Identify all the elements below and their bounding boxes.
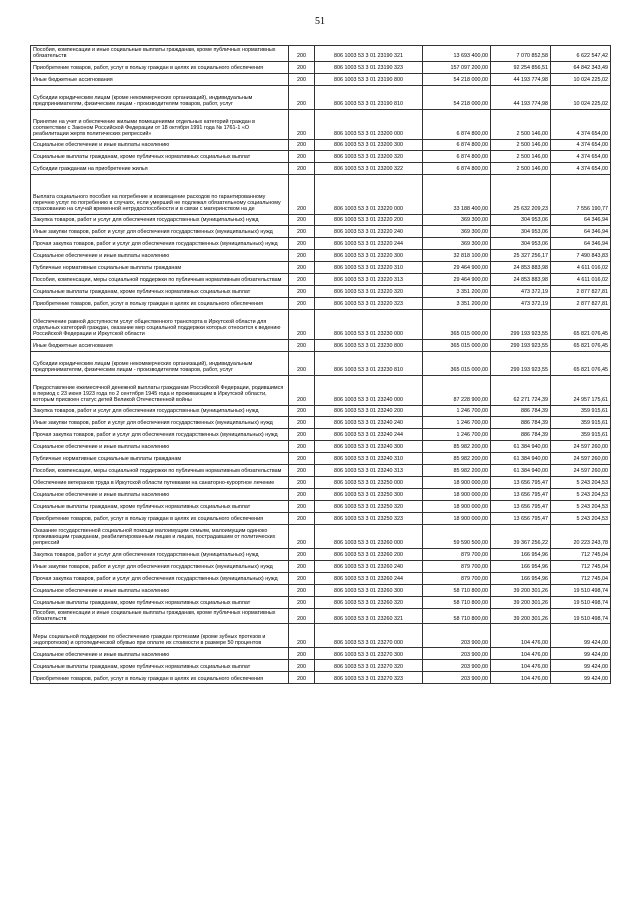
row-approved-amount: 157 097 200,00 [423, 61, 491, 73]
row-code: 200 [289, 416, 315, 428]
row-approved-amount: 203 900,00 [423, 624, 491, 648]
row-classification-code: 806 1003 53 3 01 23250 323 [315, 512, 423, 524]
row-code: 200 [289, 162, 315, 174]
row-approved-amount: 879 700,00 [423, 572, 491, 584]
row-code: 200 [289, 214, 315, 225]
table-row [31, 524, 611, 548]
row-unexecuted-amount: 4 374 654,00 [551, 109, 611, 139]
row-classification-code: 806 1003 53 3 01 23190 323 [315, 61, 423, 73]
row-name: Оказание государственной социальной помощи малоимущим семьям, малоимущим одиноко проживающим гражданам, реабилитированным лицам и лицам, пострадавшим от политических репрессий [31, 524, 289, 548]
row-code: 200 [289, 560, 315, 572]
row-classification-code: 806 1003 53 3 01 23240 310 [315, 452, 423, 464]
row-approved-amount: 18 900 000,00 [423, 476, 491, 488]
row-executed-amount: 92 254 856,51 [491, 61, 551, 73]
row-executed-amount: 886 784,39 [491, 416, 551, 428]
row-code: 200 [289, 375, 315, 405]
row-approved-amount: 369 300,00 [423, 214, 491, 225]
row-executed-amount: 25 632 209,23 [491, 174, 551, 214]
row-classification-code: 806 1003 53 3 01 23240 244 [315, 428, 423, 440]
row-executed-amount: 25 327 256,17 [491, 249, 551, 261]
table-row [31, 548, 611, 560]
row-name: Социальное обеспечение и иные выплаты населению [31, 584, 289, 596]
row-code: 200 [289, 73, 315, 85]
row-unexecuted-amount: 19 510 498,74 [551, 596, 611, 608]
row-unexecuted-amount: 5 243 204,53 [551, 512, 611, 524]
row-approved-amount: 29 464 900,00 [423, 261, 491, 273]
row-code: 200 [289, 285, 315, 297]
table-row [31, 225, 611, 237]
budget-table-body [31, 46, 611, 684]
row-classification-code: 806 1003 53 3 01 23190 321 [315, 46, 423, 62]
table-row [31, 162, 611, 174]
table-row [31, 648, 611, 660]
row-approved-amount: 59 590 500,00 [423, 524, 491, 548]
row-code: 200 [289, 572, 315, 584]
row-approved-amount: 18 900 000,00 [423, 500, 491, 512]
table-row [31, 273, 611, 285]
row-classification-code: 806 1003 53 3 01 23250 000 [315, 476, 423, 488]
row-unexecuted-amount: 24 597 260,00 [551, 440, 611, 452]
table-row [31, 428, 611, 440]
row-code: 200 [289, 672, 315, 684]
row-classification-code: 806 1003 53 3 01 23240 240 [315, 416, 423, 428]
row-executed-amount: 39 200 301,26 [491, 608, 551, 624]
row-name: Социальное обеспечение и иные выплаты населению [31, 488, 289, 500]
row-code: 200 [289, 648, 315, 660]
row-approved-amount: 58 710 800,00 [423, 584, 491, 596]
row-code: 200 [289, 512, 315, 524]
table-row [31, 375, 611, 405]
row-name: Социальные выплаты гражданам, кроме публичных нормативных социальных выплат [31, 660, 289, 672]
row-unexecuted-amount: 99 424,00 [551, 648, 611, 660]
table-row [31, 440, 611, 452]
row-approved-amount: 1 246 700,00 [423, 405, 491, 416]
row-name: Обеспечение равной доступности услуг общественного транспорта в Иркутской области для отдельных категорий граждан, оказание мер социальной поддержки которых относится к ведению Российской Федерации и Иркутской области [31, 309, 289, 339]
row-unexecuted-amount: 19 510 498,74 [551, 584, 611, 596]
row-executed-amount: 39 200 301,26 [491, 584, 551, 596]
row-code: 200 [289, 249, 315, 261]
row-classification-code: 806 1003 53 3 01 23260 321 [315, 608, 423, 624]
row-executed-amount: 299 193 923,55 [491, 351, 551, 375]
row-unexecuted-amount: 64 346,94 [551, 237, 611, 249]
row-executed-amount: 61 384 940,00 [491, 452, 551, 464]
row-unexecuted-amount: 359 915,61 [551, 428, 611, 440]
row-classification-code: 806 1003 53 3 01 23220 310 [315, 261, 423, 273]
row-approved-amount: 369 300,00 [423, 237, 491, 249]
row-unexecuted-amount: 4 611 016,02 [551, 261, 611, 273]
row-executed-amount: 473 372,19 [491, 297, 551, 309]
row-classification-code: 806 1003 53 3 01 23250 300 [315, 488, 423, 500]
row-unexecuted-amount: 712 745,04 [551, 572, 611, 584]
row-classification-code: 806 1003 53 3 01 23220 320 [315, 285, 423, 297]
page-number: 51 [315, 16, 325, 27]
row-executed-amount: 104 476,00 [491, 648, 551, 660]
row-code: 200 [289, 297, 315, 309]
row-executed-amount: 104 476,00 [491, 660, 551, 672]
row-approved-amount: 6 874 800,00 [423, 162, 491, 174]
row-approved-amount: 85 982 200,00 [423, 452, 491, 464]
row-approved-amount: 18 900 000,00 [423, 488, 491, 500]
row-classification-code: 806 1003 53 3 01 23220 244 [315, 237, 423, 249]
row-code: 200 [289, 440, 315, 452]
row-executed-amount: 2 500 146,00 [491, 109, 551, 139]
row-approved-amount: 58 710 800,00 [423, 608, 491, 624]
row-name: Социальное обеспечение и иные выплаты населению [31, 139, 289, 150]
row-name: Прочая закупка товаров, работ и услуг для обеспечения государственных (муниципальных) нужд [31, 572, 289, 584]
row-executed-amount: 13 656 795,47 [491, 488, 551, 500]
row-executed-amount: 166 954,96 [491, 572, 551, 584]
row-executed-amount: 62 271 724,39 [491, 375, 551, 405]
row-classification-code: 806 1003 53 3 01 23230 000 [315, 309, 423, 339]
row-unexecuted-amount: 4 374 654,00 [551, 162, 611, 174]
row-name: Прочая закупка товаров, работ и услуг для обеспечения государственных (муниципальных) нужд [31, 237, 289, 249]
row-classification-code: 806 1003 53 3 01 23230 810 [315, 351, 423, 375]
row-approved-amount: 87 228 900,00 [423, 375, 491, 405]
row-approved-amount: 3 351 200,00 [423, 285, 491, 297]
row-name: Приобретение товаров, работ, услуг в пользу граждан в целях их социального обеспечения [31, 297, 289, 309]
row-unexecuted-amount: 19 510 498,74 [551, 608, 611, 624]
row-name: Социальные выплаты гражданам, кроме публичных нормативных социальных выплат [31, 500, 289, 512]
row-classification-code: 806 1003 53 3 01 23220 240 [315, 225, 423, 237]
row-unexecuted-amount: 64 346,94 [551, 214, 611, 225]
row-name: Публичные нормативные социальные выплаты гражданам [31, 452, 289, 464]
row-executed-amount: 24 853 883,98 [491, 261, 551, 273]
row-approved-amount: 85 982 200,00 [423, 464, 491, 476]
row-classification-code: 806 1003 53 3 01 23270 323 [315, 672, 423, 684]
row-executed-amount: 61 384 940,00 [491, 440, 551, 452]
row-code: 200 [289, 150, 315, 162]
row-name: Субсидии гражданам на приобретение жилья [31, 162, 289, 174]
row-code: 200 [289, 61, 315, 73]
table-row [31, 572, 611, 584]
row-unexecuted-amount: 24 957 175,61 [551, 375, 611, 405]
table-row [31, 452, 611, 464]
row-name: Субсидии юридическим лицам (кроме некоммерческих организаций), индивидуальным предпринимателям, физическим лицам - производителям товаров, работ, услуг [31, 85, 289, 109]
row-classification-code: 806 1003 53 3 01 23240 200 [315, 405, 423, 416]
row-code: 200 [289, 139, 315, 150]
row-classification-code: 806 1003 53 3 01 23200 320 [315, 150, 423, 162]
row-classification-code: 806 1003 53 3 01 23260 200 [315, 548, 423, 560]
table-row [31, 150, 611, 162]
row-classification-code: 806 1003 53 3 01 23220 300 [315, 249, 423, 261]
row-name: Меры социальной поддержки по обеспечению граждан протезами (кроме зубных протезов и эндопротезов) и ортопедической обувью при оплате их стоимости в размере 50 процентов [31, 624, 289, 648]
row-executed-amount: 166 954,96 [491, 548, 551, 560]
row-classification-code: 806 1003 53 3 01 23220 313 [315, 273, 423, 285]
row-classification-code: 806 1003 53 3 01 23200 000 [315, 109, 423, 139]
row-name: Социальные выплаты гражданам, кроме публичных нормативных социальных выплат [31, 596, 289, 608]
row-name: Социальное обеспечение и иные выплаты населению [31, 440, 289, 452]
row-executed-amount: 13 656 795,47 [491, 500, 551, 512]
row-code: 200 [289, 339, 315, 351]
table-row [31, 261, 611, 273]
row-unexecuted-amount: 2 877 827,81 [551, 297, 611, 309]
row-name: Иные закупки товаров, работ и услуг для обеспечения государственных (муниципальных) нужд [31, 225, 289, 237]
row-unexecuted-amount: 20 223 243,78 [551, 524, 611, 548]
row-code: 200 [289, 261, 315, 273]
row-name: Публичные нормативные социальные выплаты гражданам [31, 261, 289, 273]
row-name: Пособия, компенсации и иные социальные выплаты гражданам, кроме публичных нормативных обязательств [31, 46, 289, 62]
row-unexecuted-amount: 24 597 260,00 [551, 452, 611, 464]
row-code: 200 [289, 351, 315, 375]
row-code: 200 [289, 428, 315, 440]
row-unexecuted-amount: 4 611 016,02 [551, 273, 611, 285]
row-code: 200 [289, 273, 315, 285]
table-row [31, 139, 611, 150]
row-executed-amount: 39 367 256,22 [491, 524, 551, 548]
row-executed-amount: 61 384 940,00 [491, 464, 551, 476]
table-row [31, 660, 611, 672]
row-code: 200 [289, 85, 315, 109]
row-approved-amount: 54 218 000,00 [423, 85, 491, 109]
row-classification-code: 806 1003 53 3 01 23220 000 [315, 174, 423, 214]
row-code: 200 [289, 524, 315, 548]
row-executed-amount: 304 953,06 [491, 225, 551, 237]
row-executed-amount: 299 193 923,55 [491, 309, 551, 339]
row-unexecuted-amount: 4 374 654,00 [551, 139, 611, 150]
row-unexecuted-amount: 4 374 654,00 [551, 150, 611, 162]
row-unexecuted-amount: 5 243 204,53 [551, 476, 611, 488]
row-approved-amount: 203 900,00 [423, 672, 491, 684]
row-unexecuted-amount: 65 821 076,45 [551, 339, 611, 351]
table-row [31, 214, 611, 225]
row-unexecuted-amount: 24 597 260,00 [551, 464, 611, 476]
row-unexecuted-amount: 6 622 547,42 [551, 46, 611, 62]
table-row [31, 416, 611, 428]
row-name: Закупка товаров, работ и услуг для обеспечения государственных (муниципальных) нужд [31, 548, 289, 560]
row-approved-amount: 1 246 700,00 [423, 428, 491, 440]
row-approved-amount: 18 900 000,00 [423, 512, 491, 524]
row-unexecuted-amount: 359 915,61 [551, 405, 611, 416]
row-unexecuted-amount: 712 745,04 [551, 560, 611, 572]
row-approved-amount: 6 874 800,00 [423, 150, 491, 162]
row-executed-amount: 13 656 795,47 [491, 512, 551, 524]
row-classification-code: 806 1003 53 3 01 23240 300 [315, 440, 423, 452]
row-name: Приобретение товаров, работ, услуг в пользу граждан в целях их социального обеспечения [31, 672, 289, 684]
row-classification-code: 806 1003 53 3 01 23270 000 [315, 624, 423, 648]
row-executed-amount: 13 656 795,47 [491, 476, 551, 488]
table-row [31, 672, 611, 684]
row-classification-code: 806 1003 53 3 01 23270 320 [315, 660, 423, 672]
table-row [31, 464, 611, 476]
row-executed-amount: 299 193 923,55 [491, 339, 551, 351]
row-unexecuted-amount: 65 821 076,45 [551, 351, 611, 375]
row-executed-amount: 44 193 774,98 [491, 73, 551, 85]
row-approved-amount: 6 874 800,00 [423, 139, 491, 150]
table-row [31, 297, 611, 309]
row-code: 200 [289, 624, 315, 648]
row-classification-code: 806 1003 53 3 01 23260 240 [315, 560, 423, 572]
row-code: 200 [289, 464, 315, 476]
row-approved-amount: 6 874 800,00 [423, 109, 491, 139]
row-name: Социальные выплаты гражданам, кроме публичных нормативных социальных выплат [31, 150, 289, 162]
row-name: Предоставление ежемесячной денежной выплаты гражданам Российской Федерации, родившимся в период с 23 июня 1923 года по 2 сентября 1945 года и проживающим в Иркутской области, которым присвоен статус детей Великой Отечественной войны [31, 375, 289, 405]
row-unexecuted-amount: 2 877 827,81 [551, 285, 611, 297]
row-code: 200 [289, 452, 315, 464]
table-row [31, 476, 611, 488]
row-executed-amount: 104 476,00 [491, 672, 551, 684]
row-approved-amount: 33 188 400,00 [423, 174, 491, 214]
row-classification-code: 806 1003 53 3 01 23260 300 [315, 584, 423, 596]
row-name: Социальное обеспечение и иные выплаты населению [31, 249, 289, 261]
table-row [31, 249, 611, 261]
row-code: 200 [289, 225, 315, 237]
row-approved-amount: 365 015 000,00 [423, 351, 491, 375]
row-code: 200 [289, 109, 315, 139]
row-name: Иные бюджетные ассигнования [31, 339, 289, 351]
row-executed-amount: 2 500 146,00 [491, 162, 551, 174]
row-name: Пособия, компенсации, меры социальной поддержки по публичным нормативным обязательствам [31, 273, 289, 285]
row-name: Иные закупки товаров, работ и услуг для обеспечения государственных (муниципальных) нужд [31, 560, 289, 572]
row-executed-amount: 886 784,39 [491, 405, 551, 416]
row-unexecuted-amount: 99 424,00 [551, 624, 611, 648]
row-code: 200 [289, 476, 315, 488]
row-name: Обеспечение ветеранов труда в Иркутской области путевками на санаторно-курортное лечение [31, 476, 289, 488]
table-row [31, 237, 611, 249]
row-unexecuted-amount: 10 024 225,02 [551, 73, 611, 85]
row-approved-amount: 365 015 000,00 [423, 339, 491, 351]
row-unexecuted-amount: 5 243 204,53 [551, 500, 611, 512]
row-code: 200 [289, 548, 315, 560]
row-classification-code: 806 1003 53 3 01 23260 244 [315, 572, 423, 584]
row-code: 200 [289, 660, 315, 672]
row-classification-code: 806 1003 53 3 01 23220 200 [315, 214, 423, 225]
row-unexecuted-amount: 10 024 225,02 [551, 85, 611, 109]
row-approved-amount: 1 246 700,00 [423, 416, 491, 428]
table-row [31, 596, 611, 608]
table-row [31, 624, 611, 648]
row-name: Принятие на учет и обеспечение жилыми помещениями отдельных категорий граждан в соответствии с Законом Российской Федерации от 18 октября 1991 года № 1761-1 «О реабилитации жертв политических репрессий» [31, 109, 289, 139]
row-executed-amount: 473 372,19 [491, 285, 551, 297]
table-row [31, 309, 611, 339]
row-classification-code: 806 1003 53 3 01 23270 300 [315, 648, 423, 660]
budget-table [30, 45, 611, 684]
table-row [31, 488, 611, 500]
row-approved-amount: 3 351 200,00 [423, 297, 491, 309]
row-executed-amount: 24 853 883,98 [491, 273, 551, 285]
row-name: Иные закупки товаров, работ и услуг для обеспечения государственных (муниципальных) нужд [31, 416, 289, 428]
row-unexecuted-amount: 99 424,00 [551, 660, 611, 672]
table-row [31, 608, 611, 624]
row-name: Приобретение товаров, работ, услуг в пользу граждан в целях их социального обеспечения [31, 512, 289, 524]
row-approved-amount: 13 693 400,00 [423, 46, 491, 62]
row-unexecuted-amount: 99 424,00 [551, 672, 611, 684]
row-classification-code: 806 1003 53 3 01 23220 323 [315, 297, 423, 309]
row-classification-code: 806 1003 53 3 01 23260 000 [315, 524, 423, 548]
row-classification-code: 806 1003 53 3 01 23190 810 [315, 85, 423, 109]
row-classification-code: 806 1003 53 3 01 23260 320 [315, 596, 423, 608]
row-executed-amount: 44 193 774,98 [491, 85, 551, 109]
row-unexecuted-amount: 64 842 343,49 [551, 61, 611, 73]
row-approved-amount: 369 300,00 [423, 225, 491, 237]
row-name: Выплата социального пособия на погребение и возмещение расходов по гарантированному перечню услуг по погребению в случаях, если умерший не подлежал обязательному социальному страхованию на случай временной нетрудоспособности и в связи с материнством на де [31, 174, 289, 214]
row-unexecuted-amount: 5 243 204,53 [551, 488, 611, 500]
table-row [31, 174, 611, 214]
row-code: 200 [289, 174, 315, 214]
table-row [31, 339, 611, 351]
row-classification-code: 806 1003 53 3 01 23250 320 [315, 500, 423, 512]
row-approved-amount: 58 710 800,00 [423, 596, 491, 608]
row-executed-amount: 886 784,39 [491, 428, 551, 440]
row-executed-amount: 166 954,96 [491, 560, 551, 572]
table-row [31, 512, 611, 524]
row-executed-amount: 104 476,00 [491, 624, 551, 648]
row-code: 200 [289, 237, 315, 249]
row-approved-amount: 29 464 900,00 [423, 273, 491, 285]
row-name: Приобретение товаров, работ, услуг в пользу граждан в целях их социального обеспечения [31, 61, 289, 73]
row-code: 200 [289, 608, 315, 624]
row-name: Закупка товаров, работ и услуг для обеспечения государственных (муниципальных) нужд [31, 214, 289, 225]
row-code: 200 [289, 309, 315, 339]
row-code: 200 [289, 500, 315, 512]
row-classification-code: 806 1003 53 3 01 23240 313 [315, 464, 423, 476]
row-unexecuted-amount: 7 490 843,83 [551, 249, 611, 261]
row-executed-amount: 7 070 852,58 [491, 46, 551, 62]
row-code: 200 [289, 584, 315, 596]
row-executed-amount: 304 953,06 [491, 237, 551, 249]
row-classification-code: 806 1003 53 3 01 23190 800 [315, 73, 423, 85]
row-code: 200 [289, 405, 315, 416]
row-approved-amount: 54 218 000,00 [423, 73, 491, 85]
table-row [31, 109, 611, 139]
row-executed-amount: 39 200 301,26 [491, 596, 551, 608]
table-row [31, 584, 611, 596]
row-unexecuted-amount: 712 745,04 [551, 548, 611, 560]
row-classification-code: 806 1003 53 3 01 23240 000 [315, 375, 423, 405]
table-row [31, 285, 611, 297]
row-code: 200 [289, 488, 315, 500]
row-classification-code: 806 1003 53 3 01 23200 300 [315, 139, 423, 150]
row-unexecuted-amount: 359 915,61 [551, 416, 611, 428]
row-name: Субсидии юридическим лицам (кроме некоммерческих организаций), индивидуальным предпринимателям, физическим лицам - производителям товаров, работ, услуг [31, 351, 289, 375]
row-name: Закупка товаров, работ и услуг для обеспечения государственных (муниципальных) нужд [31, 405, 289, 416]
row-approved-amount: 32 818 100,00 [423, 249, 491, 261]
row-name: Социальное обеспечение и иные выплаты населению [31, 648, 289, 660]
table-row [31, 405, 611, 416]
table-row [31, 85, 611, 109]
row-executed-amount: 304 953,06 [491, 214, 551, 225]
row-classification-code: 806 1003 53 3 01 23200 322 [315, 162, 423, 174]
row-name: Пособия, компенсации, меры социальной поддержки по публичным нормативным обязательствам [31, 464, 289, 476]
row-approved-amount: 365 015 000,00 [423, 309, 491, 339]
row-unexecuted-amount: 7 556 190,77 [551, 174, 611, 214]
row-approved-amount: 879 700,00 [423, 560, 491, 572]
row-unexecuted-amount: 65 821 076,45 [551, 309, 611, 339]
row-name: Прочая закупка товаров, работ и услуг для обеспечения государственных (муниципальных) нужд [31, 428, 289, 440]
table-row [31, 46, 611, 62]
table-row [31, 560, 611, 572]
row-executed-amount: 2 500 146,00 [491, 150, 551, 162]
row-approved-amount: 879 700,00 [423, 548, 491, 560]
table-row [31, 61, 611, 73]
row-approved-amount: 85 982 200,00 [423, 440, 491, 452]
table-row [31, 351, 611, 375]
row-approved-amount: 203 900,00 [423, 648, 491, 660]
row-classification-code: 806 1003 53 3 01 23230 800 [315, 339, 423, 351]
row-executed-amount: 2 500 146,00 [491, 139, 551, 150]
table-row [31, 73, 611, 85]
row-name: Социальные выплаты гражданам, кроме публичных нормативных социальных выплат [31, 285, 289, 297]
row-name: Иные бюджетные ассигнования [31, 73, 289, 85]
row-code: 200 [289, 46, 315, 62]
row-unexecuted-amount: 64 346,94 [551, 225, 611, 237]
row-name: Пособия, компенсации и иные социальные выплаты гражданам, кроме публичных нормативных обязательств [31, 608, 289, 624]
row-approved-amount: 203 900,00 [423, 660, 491, 672]
table-row [31, 500, 611, 512]
row-code: 200 [289, 596, 315, 608]
